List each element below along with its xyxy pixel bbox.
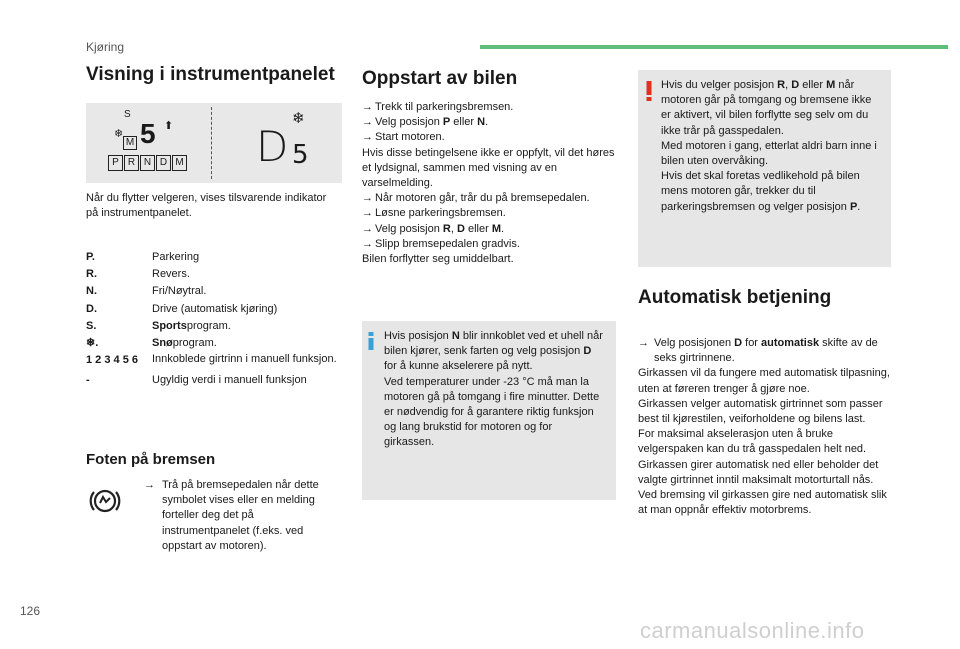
watermark: carmanualsonline.info <box>640 618 865 643</box>
gear-strip-n: N <box>140 155 155 171</box>
display-intro-text: Når du flytter velgeren, vises tilsvarende indikator på instrumentpanelet. <box>86 192 327 220</box>
gear-strip-d: D <box>156 155 171 171</box>
auto-paragraph: Girkassen velger automatisk girtrinnet som passer best til kjørestilen, veiforholdene og bilens last. <box>638 397 883 426</box>
display-gear-digit: 5 <box>140 118 156 149</box>
automatic-text <box>638 336 894 518</box>
title-brake: Foten på bremsen <box>86 451 216 468</box>
snowflake-icon-large: ❄ <box>292 110 305 127</box>
info-note <box>362 321 616 500</box>
legend-row: - Ugyldig verdi i manuell funksjon <box>86 374 307 387</box>
brake-pedal-icon <box>87 483 123 519</box>
display-top-letter: S <box>124 109 131 120</box>
gear-strip <box>108 155 187 171</box>
section-label: Kjøring <box>86 40 125 54</box>
page-number: 126 <box>20 604 41 618</box>
warning-note <box>638 70 891 267</box>
info-icon <box>368 332 373 349</box>
gear-legend <box>86 249 346 390</box>
snowflake-icon: ❄ <box>114 128 124 140</box>
auto-bullet: → Velg posisjonen D for automatisk skifte av de seks girtrinnene. <box>638 337 878 365</box>
legend-row: N. Fri/Nøytral. <box>86 285 207 298</box>
section-accent-bar <box>480 45 948 49</box>
bullet-marker: → <box>144 479 155 491</box>
title-instrument-display: Visning i instrumentpanelet <box>86 64 335 85</box>
auto-paragraph: For maksimal akselerasjon uten å bruke velgerspaken kan du trå gasspedalen helt ned. Girkassen girer automatisk ned eller beholder det valgte girtrinnet inntil maksimalt motorturtall nås. <box>638 428 879 486</box>
step-item: → Velg posisjon P eller N. <box>362 116 489 129</box>
display-large <box>256 109 336 179</box>
display-small <box>108 109 198 177</box>
legend-row: 1 2 3 4 5 6 Innkoblede girtrinn i manuell funksjon. <box>86 353 337 367</box>
start-procedure <box>362 100 618 267</box>
step-item: → Velg posisjon R, D eller M. <box>362 222 505 235</box>
step-item: → Trekk til parkeringsbremsen. <box>362 101 514 113</box>
title-start-car: Oppstart av bilen <box>362 68 518 89</box>
arrow-up-icon: ⬆ <box>164 120 174 132</box>
step-paragraph: Bilen forflytter seg umiddelbart. <box>362 253 514 266</box>
auto-paragraph: Girkassen vil da fungere med automatisk tilpasning, uten at føreren trenger å gjøre noe. <box>638 367 890 395</box>
step-paragraph: Hvis disse betingelsene ikke er oppfylt, vil det høres et lydsignal, sammen med visning av en varselmelding. <box>362 146 615 190</box>
legend-row: S. Sportsprogram. <box>86 319 231 332</box>
info-note-text: Hvis posisjon N blir innkoblet ved et uhell når bilen kjører, senk farten og velg posisjon D for å kunne akselerere på nytt. Ved temperaturer under -23 °C må man la motoren gå på tomgang i fire minutter. Dette er nødvendig for å garantere riktig funksjon og lang brukstid for motoren og for girkassen. <box>384 330 603 449</box>
gear-strip-m: M <box>172 155 187 171</box>
gear-strip-r: R <box>124 155 139 171</box>
display-large-digit: 5 <box>292 140 309 170</box>
step-item: → Slipp bremsepedalen gradvis. <box>362 237 520 250</box>
display-divider <box>211 107 212 179</box>
gear-display-illustration <box>86 103 342 183</box>
auto-paragraph: Ved bremsing vil girkassen gire ned automatisk slik at man oppnår effektiv motorbrems. <box>638 489 887 517</box>
legend-row: R. Revers. <box>86 268 190 281</box>
warning-note-text: Hvis du velger posisjon R, D eller M når motoren går på tomgang og bremsene ikke er aktivert, vil bilen forflytte seg selv om du ikke trår på gasspedalen. Med motoren i gang, etterlat aldri barn inne i bilen uten overvåking. Hvis det skal foretas vedlikehold på bilen mens motoren går, trekker du til parkeringsbremsen og velger posisjon P. <box>661 79 877 213</box>
title-automatic-operation: Automatisk betjening <box>638 287 832 308</box>
legend-row: D. Drive (automatisk kjøring) <box>86 302 278 315</box>
display-box-letter: M <box>123 136 137 150</box>
step-item: → Når motoren går, trår du på bremsepedalen. <box>362 192 590 205</box>
legend-row: ❄. Snøprogram. <box>86 337 217 350</box>
warning-icon <box>646 81 652 106</box>
legend-row: P. Parkering <box>86 251 200 263</box>
display-large-letter: D <box>256 122 289 171</box>
step-item: → Løsne parkeringsbremsen. <box>362 207 506 220</box>
step-item: → Start motoren. <box>362 131 445 144</box>
brake-text: Trå på bremsepedalen når dette symbolet vises eller en melding forteller deg det på instrumentpanelet (f.eks. ved oppstart av motoren). <box>162 479 319 552</box>
gear-strip-p: P <box>108 155 123 171</box>
